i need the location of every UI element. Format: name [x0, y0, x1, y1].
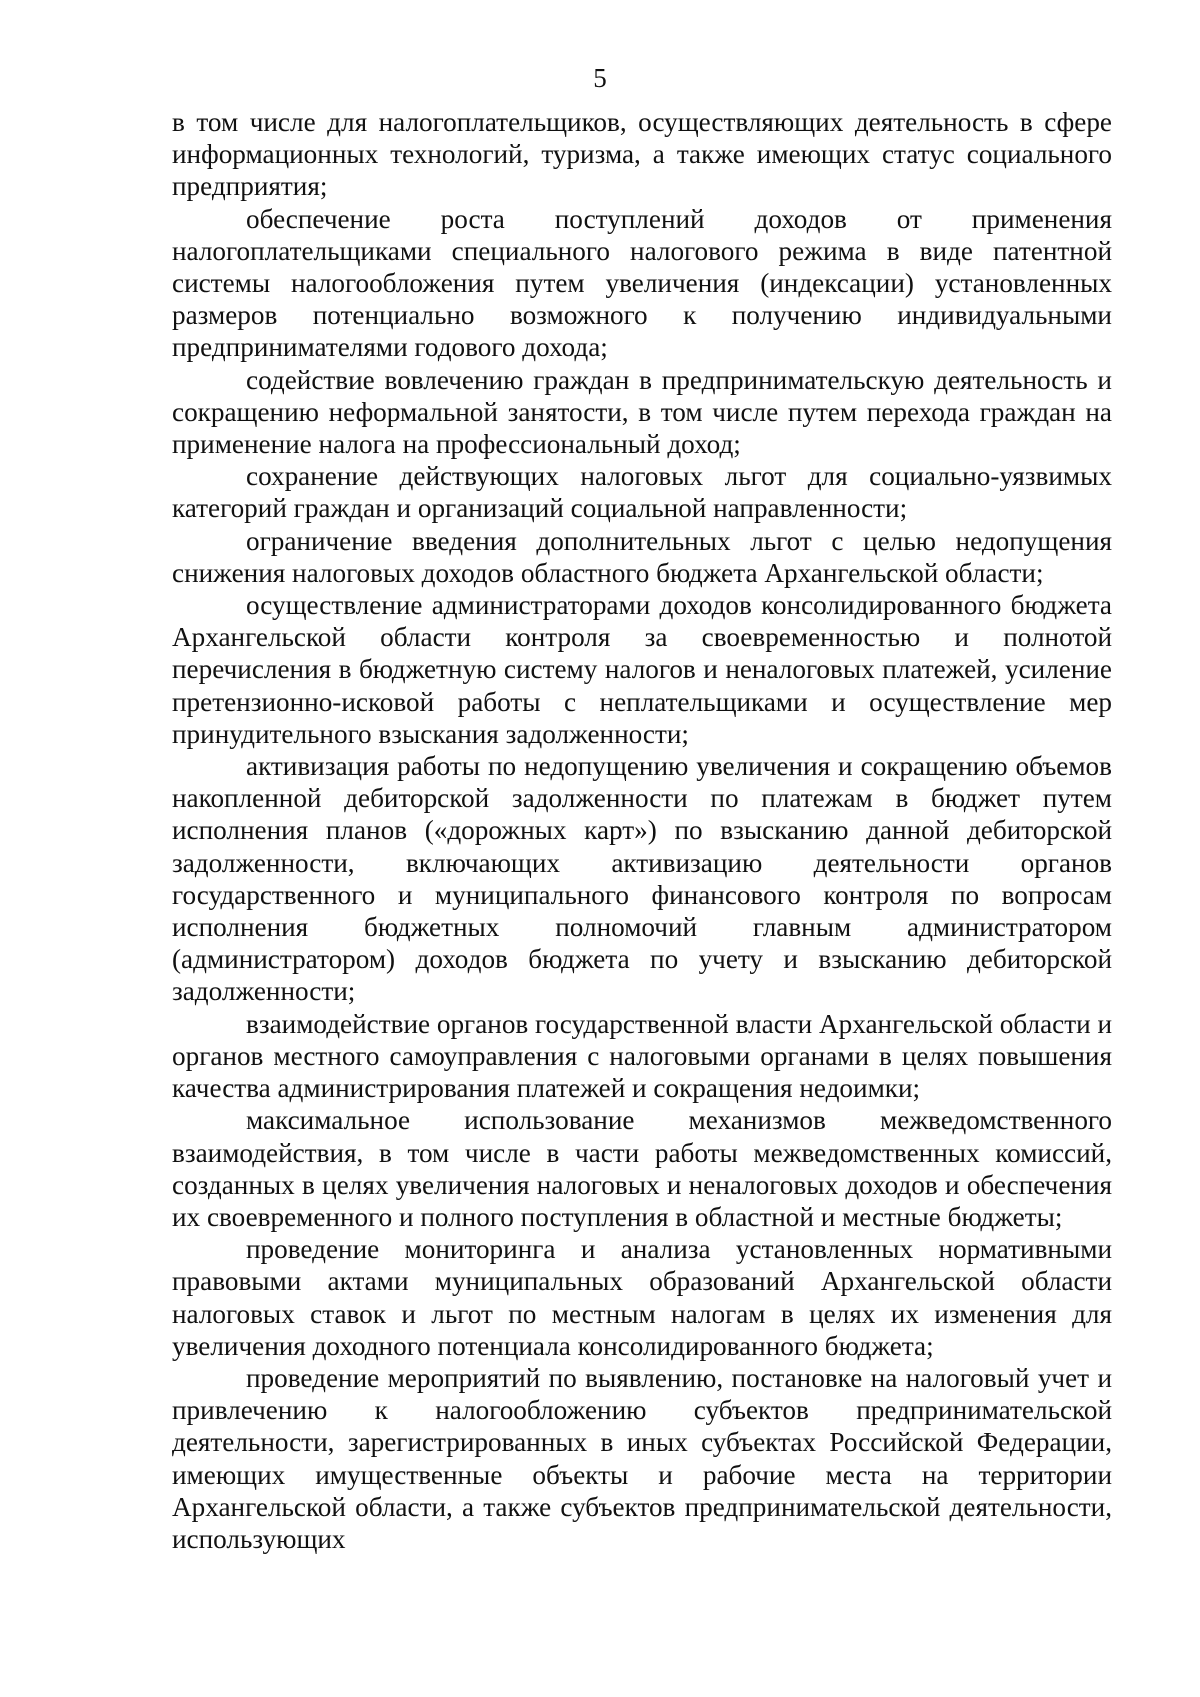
paragraph-interagency: максимальное использование механизмов межведомственного взаимодействия, в том числе в части работы межведомственных комиссий, созданных в целях увеличения налоговых и неналоговых доходов и обеспечения их своевременного и полного поступления в областной и местные бюджеты;	[172, 1105, 1112, 1232]
paragraph-continuation: в том числе для налогоплательщиков, осуществляющих деятельность в сфере информационных технологий, туризма, а также имеющих статус социального предприятия;	[172, 107, 1112, 202]
paragraph-monitoring: проведение мониторинга и анализа установленных нормативными правовыми актами муниципальных образований Архангельской области налоговых ставок и льгот по местным налогам в целях их изменения для увеличения доходного потенциала консолидированного бюджета;	[172, 1234, 1112, 1361]
document-body	[172, 106, 1112, 1555]
paragraph-entrepreneurship: содействие вовлечению граждан в предпринимательскую деятельность и сокращению неформальной занятости, в том числе путем перехода граждан на применение налога на профессиональный доход;	[172, 364, 1112, 460]
paragraph-registration: проведение мероприятий по выявлению, постановке на налоговый учет и привлечению к налогообложению субъектов предпринимательской деятельности, зарегистрированных в иных субъектах Российской Федерации, имеющих имущественные объекты и рабочие места на территории Архангельской области, а также субъектов предпринимательской деятельности, использующих	[172, 1362, 1112, 1554]
page-number: 5	[593, 63, 607, 93]
paragraph-interaction: взаимодействие органов государственной власти Архангельской области и органов местного самоуправления с налоговыми органами в целях повышения качества администрирования платежей и сокращения недоимки;	[172, 1008, 1112, 1104]
paragraph-revenue-control: осуществление администраторами доходов консолидированного бюджета Архангельской области контроля за своевременностью и полнотой перечисления в бюджетную систему налогов и неналоговых платежей, усиление претензионно-исковой работы с неплательщиками и осуществление мер принудительного взыскания задолженности;	[172, 590, 1112, 749]
paragraph-receivables: активизация работы по недопущению увеличения и сокращению объемов накопленной дебиторской задолженности по платежам в бюджет путем исполнения планов («дорожных карт») по взысканию данной дебиторской задолженности, включающих активизацию деятельности органов государственного и муниципального финансового контроля по вопросам исполнения бюджетных полномочий главным администратором (администратором) доходов бюджета по учету и взысканию дебиторской задолженности;	[172, 751, 1112, 1007]
paragraph-patent-system: обеспечение роста поступлений доходов от применения налогоплательщиками специального налогового режима в виде патентной системы налогообложения путем увеличения (индексации) установленных размеров потенциально возможного к получению индивидуальными предпринимателями годового дохода;	[172, 203, 1112, 363]
paragraph-limit-benefits: ограничение введения дополнительных льгот с целью недопущения снижения налоговых доходов областного бюджета Архангельской области;	[172, 525, 1112, 588]
paragraph-tax-benefits: сохранение действующих налоговых льгот для социально-уязвимых категорий граждан и организаций социальной направленности;	[172, 461, 1112, 524]
